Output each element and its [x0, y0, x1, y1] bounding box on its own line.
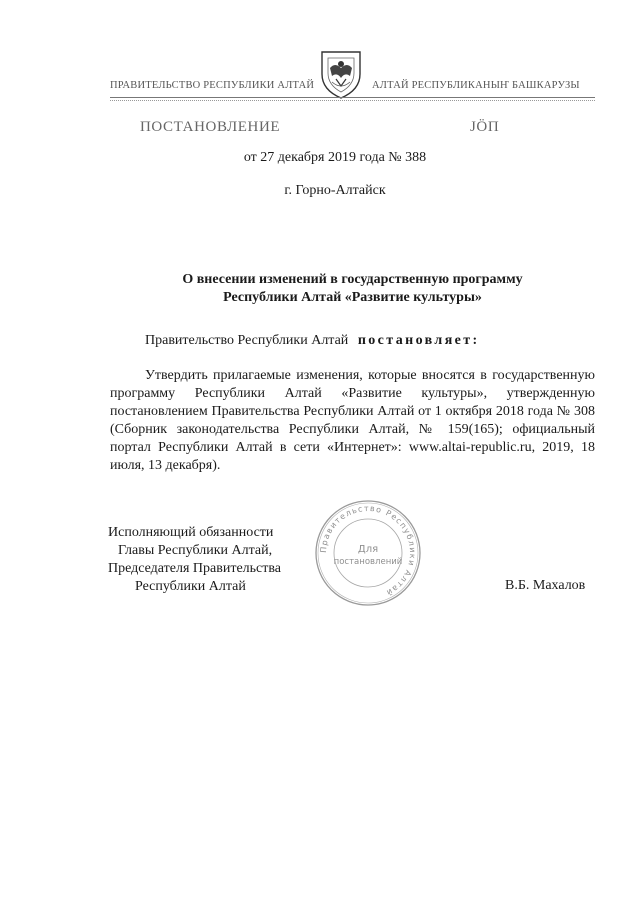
body-paragraph: Утвердить прилагаемые изменения, которые вносятся в государственную программу Республики Алтай «Развитие культуры», утвержденную постановлением Правительства Республики Алтай от 1 октября 2018 года № 308 (Сборник законодательства Республики Алтай, № 159(165); официальный портал Республики Алтай в сети «Интернет»: www.altai-republic.ru, 2019, 18 июля, 13 декабря).: [110, 368, 595, 473]
signatory-line: Председателя Правительства: [108, 561, 282, 576]
decree-verb: постановляет:: [357, 333, 480, 348]
official-stamp: [313, 498, 423, 608]
signatory-title: [108, 524, 298, 596]
document-date: от 27 декабря 2019 года № 388: [243, 150, 427, 165]
stamp-center-text: Для: [357, 544, 379, 555]
signatory-line: Республики Алтай: [135, 579, 246, 594]
doc-type-ru: ПОСТАНОВЛЕНИЕ: [140, 119, 281, 135]
stamp-ring-text: Правительство Республики Алтай: [318, 503, 418, 598]
signatory-line: Главы Республики Алтай,: [118, 543, 273, 558]
letterhead-rule: [110, 97, 595, 98]
title-line: О внесении изменений в государственную программу: [182, 272, 523, 287]
title-line: Республики Алтай «Развитие культуры»: [223, 290, 482, 305]
coat-of-arms-icon: [318, 48, 364, 100]
doc-type-alt: ЈӦП: [470, 119, 500, 135]
letterhead-rule-dotted: [110, 100, 595, 101]
decree-subject: Правительство Республики Алтай: [145, 333, 349, 348]
decree-line: [145, 333, 480, 349]
document-title: [110, 271, 595, 307]
signatory-line: Исполняющий обязанности: [108, 525, 274, 540]
letterhead-right: АЛТАЙ РЕСПУБЛИКАНЫҤ БАШКАРУЗЫ: [372, 80, 580, 91]
letterhead-left: ПРАВИТЕЛЬСТВО РЕСПУБЛИКИ АЛТАЙ: [110, 80, 315, 91]
stamp-center-text: постановлений: [333, 557, 403, 567]
document-city: г. Горно-Алтайск: [284, 183, 386, 198]
signatory-name: В.Б. Махалов: [505, 578, 586, 593]
